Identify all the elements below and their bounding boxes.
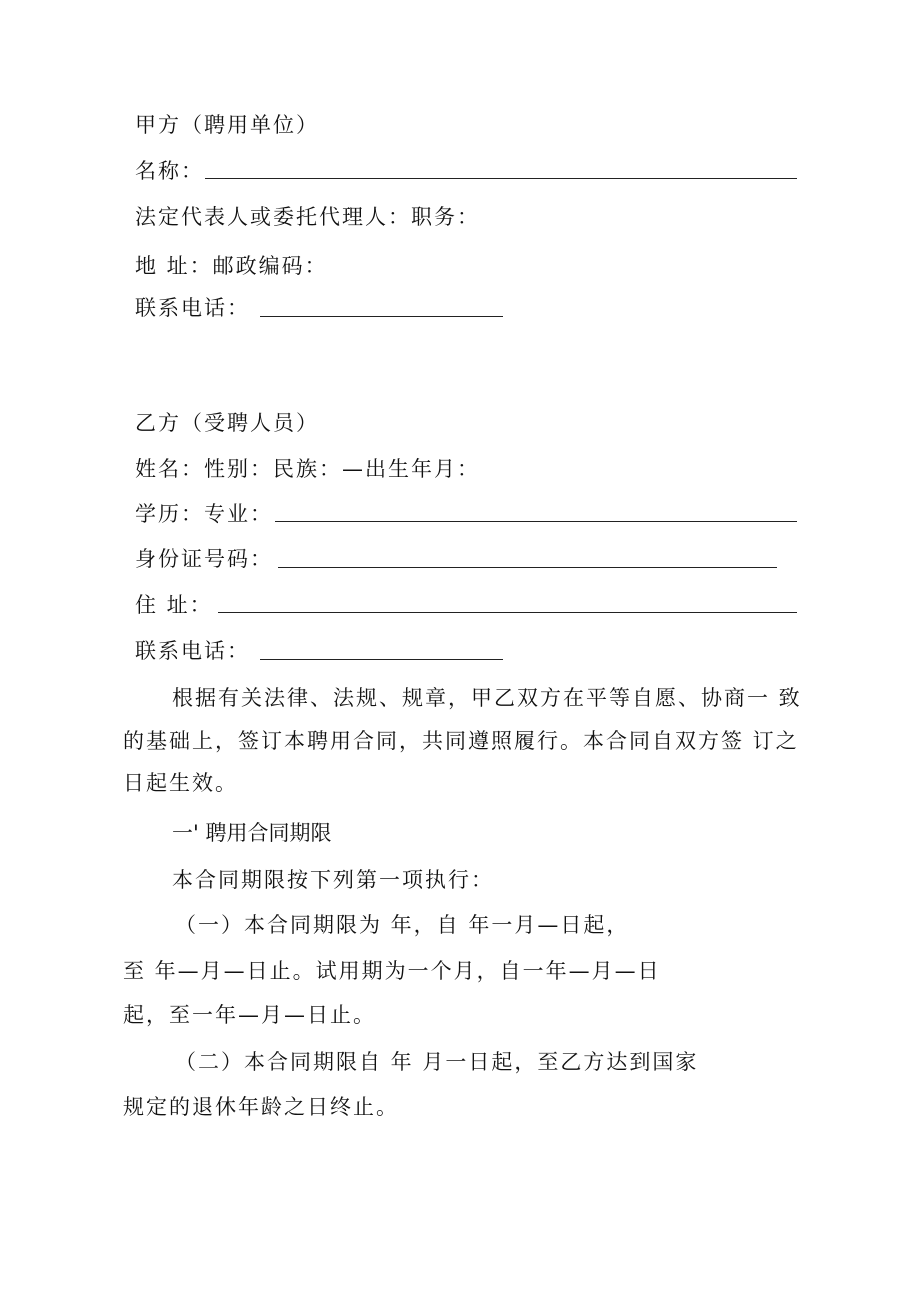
section-1-item-1-line-3: 起，至一年—月—日止。 bbox=[123, 1003, 376, 1027]
section-1-item-2-line-2: 规定的退休年龄之日终止。 bbox=[123, 1095, 399, 1119]
preamble-line-3: 日起生效。 bbox=[123, 771, 238, 795]
preamble-line-2: 的基础上，签订本聘用合同，共同遵照履行。本合同自双方签 订之 bbox=[123, 729, 799, 753]
party-a-rep-label: 法定代表人或委托代理人：职务： bbox=[135, 205, 480, 229]
party-b-address-field[interactable] bbox=[218, 612, 797, 613]
party-b-id-field[interactable] bbox=[278, 567, 777, 568]
party-b-phone-field[interactable] bbox=[260, 659, 503, 660]
party-b-personal-label: 姓名：性别：民族：—出生年月： bbox=[135, 457, 480, 481]
party-a-name-label: 名称： bbox=[135, 159, 204, 183]
party-a-phone-label: 联系电话： bbox=[135, 296, 250, 320]
party-b-education-label: 学历：专业： bbox=[135, 502, 273, 526]
party-b-heading: 乙方（受聘人员） bbox=[135, 411, 319, 435]
party-b-address-label: 住 址： bbox=[135, 593, 213, 617]
party-a-name-field[interactable] bbox=[205, 178, 797, 179]
section-1-item-1-line-2: 至 年—月—日止。试用期为一个月，自一年—月—日 bbox=[123, 959, 661, 983]
party-a-phone-field[interactable] bbox=[260, 316, 503, 317]
party-b-education-field[interactable] bbox=[275, 521, 797, 522]
section-1-item-1-line-1: （一）本合同期限为 年，自 年一月—日起， bbox=[175, 913, 630, 937]
section-1-item-2-line-1: （二）本合同期限自 年 月一日起，至乙方达到国家 bbox=[175, 1050, 699, 1074]
party-a-address-label: 地 址：邮政编码： bbox=[135, 254, 328, 278]
preamble-line-1: 根据有关法律、法规、规章，甲乙双方在平等自愿、协商一 致 bbox=[172, 686, 802, 710]
section-1-intro: 本合同期限按下列第一项执行： bbox=[172, 868, 494, 892]
party-a-heading: 甲方（聘用单位） bbox=[135, 113, 319, 137]
party-b-phone-label: 联系电话： bbox=[135, 639, 250, 663]
section-1-title: 一' 聘用合同期限 bbox=[172, 821, 332, 845]
party-b-id-label: 身份证号码： bbox=[135, 547, 273, 571]
